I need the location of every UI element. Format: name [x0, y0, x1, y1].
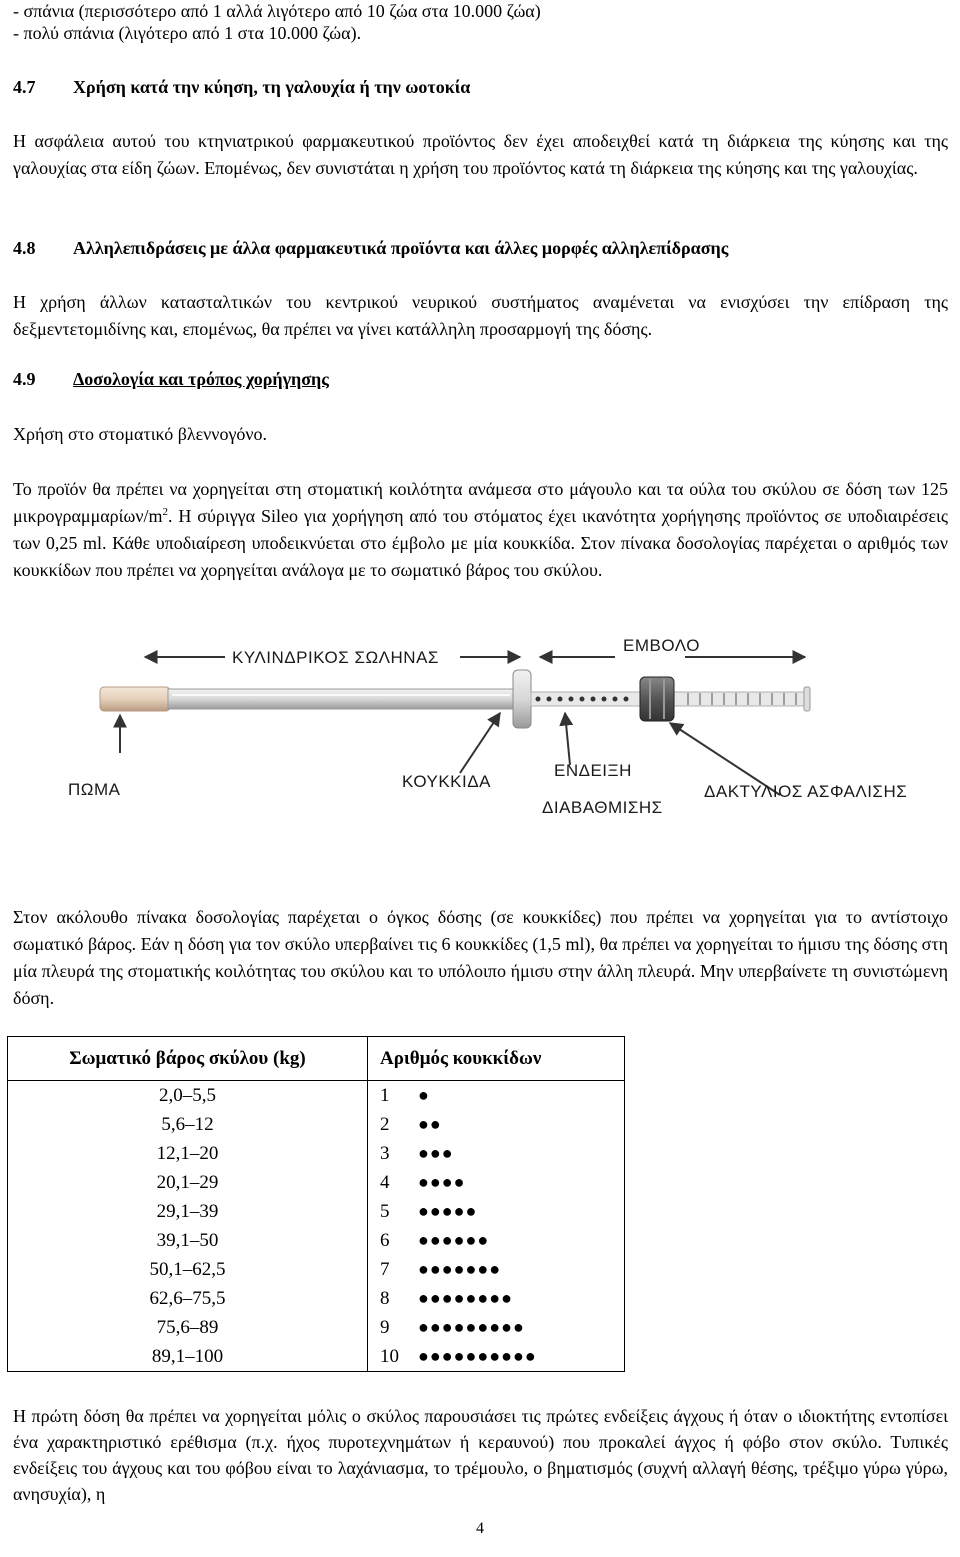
section-title: Αλληλεπιδράσεις με άλλα φαρμακευτικά προϊόντα και άλλες μορφές αλληλεπίδρασης — [73, 238, 729, 258]
dots-cell — [368, 1313, 625, 1342]
body-part-b: . Η σύριγγα Sileo για χορήγηση από του στόματος έχει ικανότητα χορήγησης προϊόντος σε υποδιαιρέσεις των 0,25 ml. Κάθε υποδιαίρεση υποδεικνύεται στο έμβολο με μία κουκκίδα. Στον πίνακα δοσολογίας παρέχεται ο αριθμός των κουκκίδων που πρέπει να χορηγείται ανάλογα με το σωματικό βάρος του σκύλου. — [13, 506, 948, 580]
dot-marks: ●●●●●● — [418, 1229, 490, 1250]
weight-cell: 39,1–50 — [8, 1226, 368, 1255]
section-4-9-body — [13, 476, 948, 584]
dot-pointer — [460, 713, 500, 773]
section-number: 4.9 — [13, 369, 36, 389]
dots-cell — [368, 1255, 625, 1284]
dot-marks: ●● — [418, 1113, 442, 1134]
table-row — [8, 1342, 625, 1372]
dot-marks: ●●●●●●● — [418, 1258, 502, 1279]
dots-cell — [368, 1284, 625, 1313]
route-of-administration: Χρήση στο στοματικό βλεννογόνο. — [13, 424, 268, 444]
label-graduation-1: ΕΝΔΕΙΞΗ — [554, 761, 632, 780]
dot-marks: ●●● — [418, 1142, 454, 1163]
dots-cell — [368, 1081, 625, 1111]
table-row — [8, 1081, 625, 1111]
dot-marks: ●●●●● — [418, 1200, 478, 1221]
dot-count: 6 — [380, 1229, 390, 1251]
label-graduation-2: ΔΙΑΒΑΘΜΙΣΗΣ — [542, 798, 663, 817]
dose-table — [7, 1036, 625, 1372]
intro-line-2: - πολύ σπάνια (λιγότερο από 1 στα 10.000 ζώα). — [13, 23, 362, 43]
section-4-7-heading — [13, 77, 470, 98]
weight-cell: 89,1–100 — [8, 1342, 368, 1372]
header-dots: Αριθμός κουκκίδων — [368, 1037, 625, 1081]
table-row — [8, 1226, 625, 1255]
syringe-diagram — [60, 625, 920, 855]
dot-count: 9 — [380, 1316, 390, 1338]
table-row — [8, 1197, 625, 1226]
dots-cell — [368, 1226, 625, 1255]
table-row — [8, 1168, 625, 1197]
table-row — [8, 1284, 625, 1313]
section-title: Δοσολογία και τρόπος χορήγησης — [73, 369, 329, 389]
dot-count: 8 — [380, 1287, 390, 1309]
section-number: 4.7 — [13, 77, 36, 97]
dosing-intro: Στον ακόλουθο πίνακα δοσολογίας παρέχεται ο όγκος δόσης (σε κουκκίδες) που πρέπει να χορηγείται για το αντίστοιχο σωματικό βάρος. Εάν η δόση για τον σκύλο υπερβαίνει τις 6 κουκκίδες (1,5 ml), θα πρέπει να χορηγείται το ήμισυ της δόσης στη μία πλευρά της στοματικής κοιλότητας του σκύλου και το υπόλοιπο ήμισυ στην άλλη πλευρά. Μην υπερβαίνετε τη συνιστώμενη δόση. — [13, 907, 948, 1008]
dot-marks: ●●●●●●●● — [418, 1287, 513, 1308]
label-plunger: ΕΜΒΟΛΟ — [623, 636, 700, 655]
table-row — [8, 1139, 625, 1168]
dots-cell — [368, 1342, 625, 1372]
section-4-8-body: Η χρήση άλλων κατασταλτικών του κεντρικού νευρικού συστήματος αναμένεται να ενισχύσει την επίδραση της δεξμεντετομιδίνης και, επομένως, θα πρέπει να γίνει κατάλληλη προσαρμογή της δόσης. — [13, 292, 948, 339]
weight-cell: 12,1–20 — [8, 1139, 368, 1168]
dots-cell — [368, 1197, 625, 1226]
dot-count: 3 — [380, 1142, 390, 1164]
syringe-flange — [513, 670, 531, 728]
closing-paragraph: Η πρώτη δόση θα πρέπει να χορηγείται μόλις ο σκύλος παρουσιάσει τις πρώτες ενδείξεις άγχους ή όταν ο ιδιοκτήτης εντοπίσει ένα χαρακτηριστικό ερέθισμα (π.χ. ήχος πυροτεχνημάτων ή κεραυνού) που προκαλεί άγχος ή φόβο στον σκύλο. Τυπικές ενδείξεις του άγχους και του φόβου είναι το λαχάνιασμα, το τρέμουλο, ο βηματισμός (συχνή αλλαγή θέσης, τρέξιμο γύρω γύρω, ανησυχία), η — [13, 1406, 948, 1504]
dot-count: 1 — [380, 1084, 390, 1106]
graduation-pointer — [565, 713, 570, 765]
weight-cell: 20,1–29 — [8, 1168, 368, 1197]
table-row — [8, 1110, 625, 1139]
label-cap: ΠΩΜΑ — [68, 780, 121, 799]
dots-cell — [368, 1139, 625, 1168]
section-number: 4.8 — [13, 238, 36, 258]
locking-ring — [640, 677, 674, 721]
dot-count: 2 — [380, 1113, 390, 1135]
weight-cell: 2,0–5,5 — [8, 1081, 368, 1111]
dot-count: 10 — [380, 1345, 399, 1367]
syringe-barrel — [168, 689, 513, 709]
weight-cell: 75,6–89 — [8, 1313, 368, 1342]
dot-count: 4 — [380, 1171, 390, 1193]
page-number: 4 — [476, 1520, 484, 1537]
section-title: Χρήση κατά την κύηση, τη γαλουχία ή την ωοτοκία — [73, 77, 471, 97]
dot-marks: ● — [418, 1084, 430, 1105]
superscript: 2 — [162, 506, 168, 518]
dots-cell — [368, 1168, 625, 1197]
intro-line-1: - σπάνια (περισσότερο από 1 αλλά λιγότερο από 10 ζώα στα 10.000 ζώα) — [13, 1, 541, 21]
dot-marks: ●●●●●●●●● — [418, 1316, 525, 1337]
weight-cell: 29,1–39 — [8, 1197, 368, 1226]
section-4-7-body: Η ασφάλεια αυτού του κτηνιατρικού φαρμακευτικού προϊόντος δεν έχει αποδειχθεί κατά τη διάρκεια της κύησης και της γαλουχίας στα είδη ζώων. Επομένως, δεν συνιστάται η χρήση του προϊόντος κατά τη διάρκεια της κύησης και της γαλουχίας. — [13, 131, 948, 178]
label-barrel: ΚΥΛΙΝΔΡΙΚΟΣ ΣΩΛΗΝΑΣ — [232, 648, 439, 667]
dot-marks: ●●●● — [418, 1171, 466, 1192]
weight-cell: 50,1–62,5 — [8, 1255, 368, 1284]
dot-marks: ●●●●●●●●●● — [418, 1345, 537, 1366]
label-locking-ring: ΔΑΚΤΥΛΙΟΣ ΑΣΦΑΛΙΣΗΣ — [704, 782, 908, 801]
body-part-a: Το προϊόν θα πρέπει να χορηγείται στη στοματική κοιλότητα ανάμεσα στο μάγουλο και τα ούλα του σκύλου σε δόση των 125 μικρογραμμαρίων/m — [13, 479, 948, 526]
dot-count: 5 — [380, 1200, 390, 1222]
table-row — [8, 1313, 625, 1342]
syringe-cap — [100, 687, 170, 711]
plunger-dots — [536, 697, 629, 702]
table-row — [8, 1255, 625, 1284]
dots-cell — [368, 1110, 625, 1139]
dose-table-header — [8, 1037, 625, 1081]
dot-count: 7 — [380, 1258, 390, 1280]
section-4-8-heading — [13, 238, 728, 259]
label-dot: ΚΟΥΚΚΙΔΑ — [402, 772, 491, 791]
weight-cell: 62,6–75,5 — [8, 1284, 368, 1313]
section-4-9-heading — [13, 369, 329, 390]
weight-cell: 5,6–12 — [8, 1110, 368, 1139]
header-weight: Σωματικό βάρος σκύλου (kg) — [8, 1037, 368, 1081]
plunger-end — [804, 687, 810, 711]
